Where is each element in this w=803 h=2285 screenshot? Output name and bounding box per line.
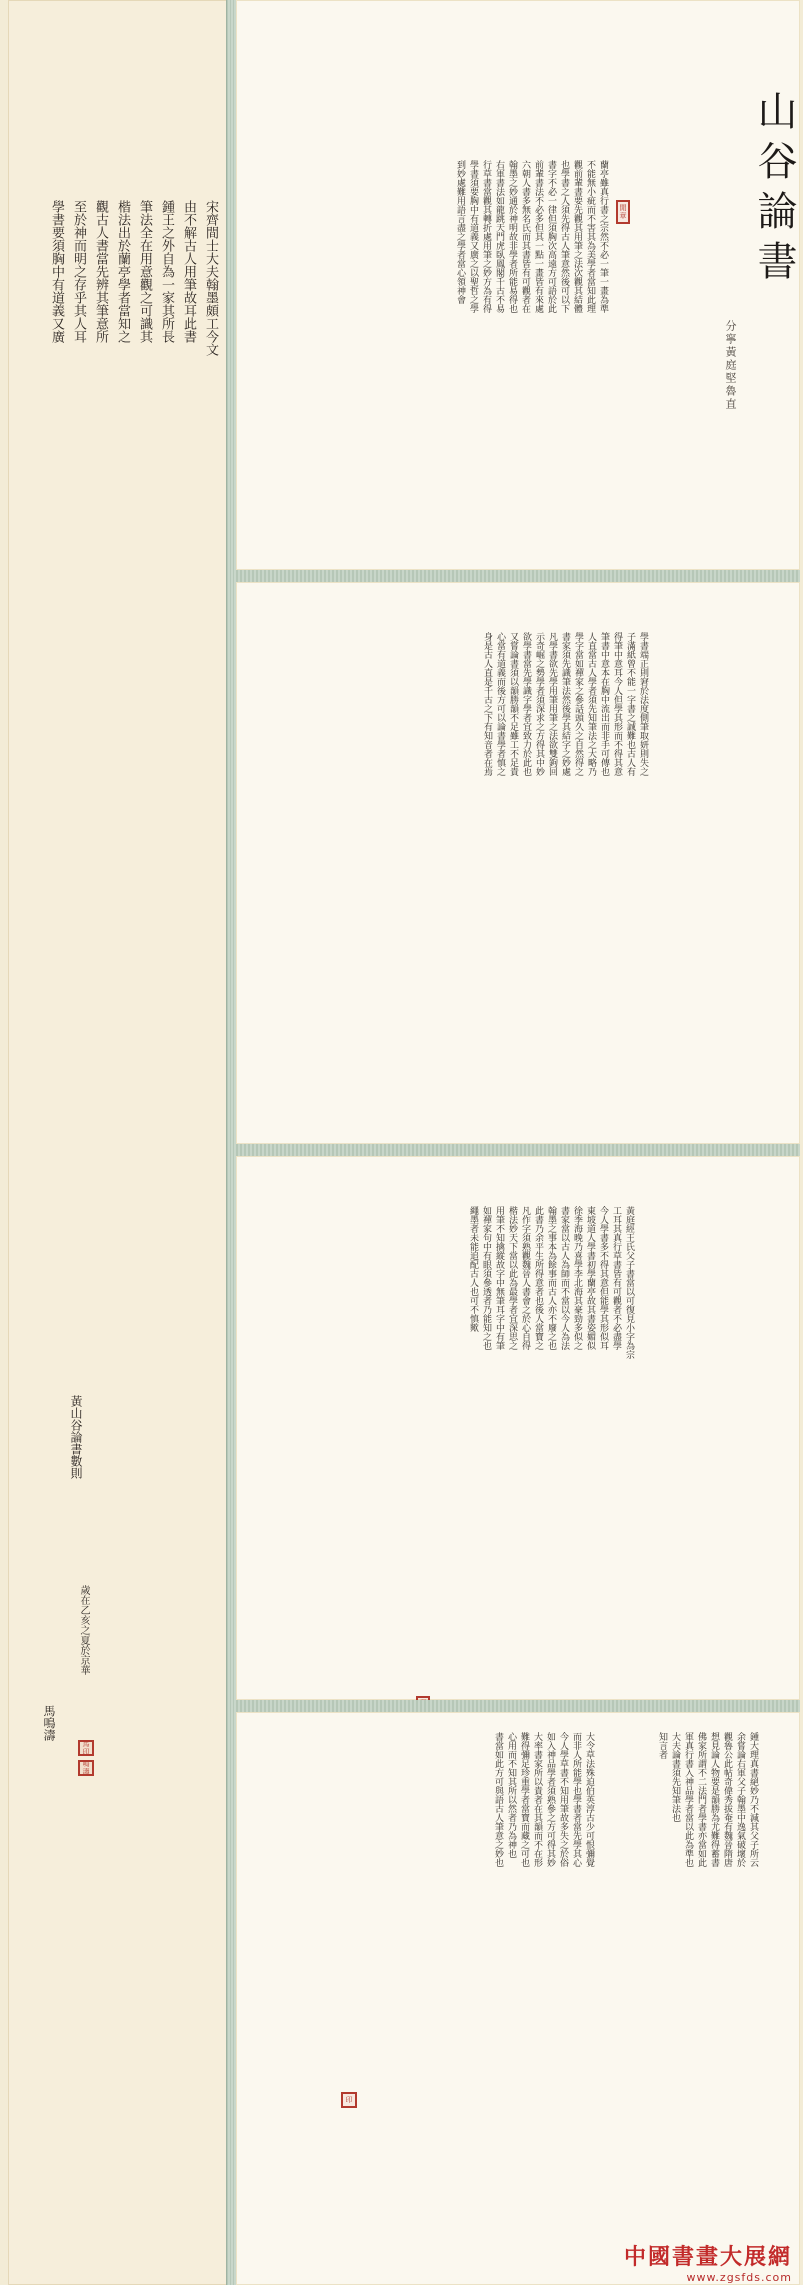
panel-1-text-column: 不能無小疵而不害其為美學者當知此理 xyxy=(585,160,595,313)
panel-1-text-column: 蘭亭雖真行書之宗然不必一筆一畫為準 xyxy=(598,160,608,313)
panel-1-text-column: 書字不必一律但須胸次高遠方可語於此 xyxy=(546,160,556,313)
panel-2-text-column: 書家須先識筆法然後學其結字之妙處 xyxy=(560,632,570,776)
panel-3 xyxy=(236,1156,800,1700)
watermark-main: 中國書畫大展網 xyxy=(623,2245,792,2270)
panel-4-text-column: 大率書家所以貴者在其韻而不在形 xyxy=(532,1732,542,1867)
panel-3-text-column: 凡作字須熟觀魏晉人書會之於心自得 xyxy=(520,1206,530,1350)
scroll-text-column: 鍾王之外自為一家其所長 xyxy=(159,200,174,343)
panel-4-text-column: 佛家所謂不二法門者學書亦當如此 xyxy=(696,1732,706,1867)
seal-title: 閒章 xyxy=(616,200,630,224)
panel-2-text-column: 人直當古人學者須先知筆法之大略乃 xyxy=(586,632,596,776)
panel-3-text-column: 今人學書多不得其意但能學其形似耳 xyxy=(598,1206,608,1350)
panel-4-text-column: 鍾大理真書絕妙乃不減其父子所云 xyxy=(748,1732,758,1867)
panel-4-text-column: 大令草法殊迫伯英淳古少可恨彌覺 xyxy=(584,1732,594,1867)
panel-1-text-column: 前輩書法不必多但其一點一畫皆有來處 xyxy=(533,160,543,313)
panel-4-text-column: 大夫論書須先知筆法也 xyxy=(670,1732,680,1822)
panel-4-text-column: 難得彌足珍重學者當寶而藏之可也 xyxy=(519,1732,529,1867)
seal-signature-1: 馬印 xyxy=(78,1740,94,1756)
panel-1-text-column: 觀前輩書要先觀其用筆之法次觀其結體 xyxy=(572,160,582,313)
panel-4-text-column: 如入神品學者須熟參之方可得其妙 xyxy=(545,1732,555,1867)
calligrapher-name: 馬鳴濤 xyxy=(42,1705,56,1741)
panel-2-text-column: 學字當如禪家之參話頭久之自然得之 xyxy=(573,632,583,776)
panel-3-text-column: 工耳其真行草書皆有可觀者不必盡學 xyxy=(611,1206,621,1350)
panel-2-text-column: 學書端正則窘於法度側筆取妍則失之 xyxy=(638,632,648,776)
panel-3-text-column: 東坡道人學書初學蘭亭故其書姿媚似 xyxy=(585,1206,595,1350)
panel-1 xyxy=(236,0,800,570)
panel-4-text-column: 觀魯公此帖奇偉秀拔奄有魏晉隋唐 xyxy=(722,1732,732,1867)
panel-4-text-column: 想見論人物要是韻勝為尤難得蓄書 xyxy=(709,1732,719,1867)
title: 山谷論書 xyxy=(751,90,797,290)
panel-2-text-column: 得筆中意耳今人但學其形而不得其意 xyxy=(612,632,622,776)
panel-2-text-column: 子滿紙曾不能一字書之誠難也古人有 xyxy=(625,632,635,776)
panel-4-text-column: 知言者 xyxy=(657,1732,667,1759)
panel-3-text-column: 楷法妙天下當以此為最學者宜深思之 xyxy=(507,1206,517,1350)
signature: 黃山谷論書數則 xyxy=(69,1395,83,1479)
panel-divider-3 xyxy=(236,1700,800,1712)
panel-1-text-column: 也學書之人須先得古人筆意然後可以下 xyxy=(559,160,569,313)
panel-4 xyxy=(236,1712,800,2285)
panel-3-text-column: 如禪家句中有眼須參透者乃能知之也 xyxy=(481,1206,491,1350)
scroll-text-column: 觀古人書當先辨其筆意所 xyxy=(93,200,108,343)
scroll-text-column: 至於神而明之存乎其人耳 xyxy=(71,200,86,343)
panel-3-text-column: 此書乃余平生所得意者也後人當寶之 xyxy=(533,1206,543,1350)
calligraphy-scroll xyxy=(8,0,230,2285)
watermark-url: www.zgsfds.com xyxy=(686,2271,792,2284)
panel-3-text-column: 用筆不知擒縱故字中無筆耳字中有筆 xyxy=(494,1206,504,1350)
subtitle: 分寧黃庭堅魯直 xyxy=(724,320,737,411)
panel-3-text-column: 徐季海晚乃喜學李北海其豪勁多似之 xyxy=(572,1206,582,1350)
panel-1-text-column: 學書須要胸中有道義又廣之以聖哲之學 xyxy=(468,160,478,313)
panel-3-text-column: 書家當以古人為師而不當以今人為法 xyxy=(559,1206,569,1350)
inscription: 歲在乙亥之夏於京華 xyxy=(78,1585,89,1675)
panel-4-text-column: 今人學草書不知用筆故多失之於俗 xyxy=(558,1732,568,1867)
panel-1-text-column: 右軍書法如龍跳天門虎臥鳳閣千古不易 xyxy=(494,160,504,313)
panel-4-text-column: 心用而不知其所以然者乃為神也 xyxy=(506,1732,516,1858)
panel-2-text-column: 欲學書當先學識字學者宜致力於此也 xyxy=(521,632,531,776)
seal-signature-2: 鳴濤 xyxy=(78,1760,94,1776)
panel-4-text-column: 軍真行書入神品學者當以此為準也 xyxy=(683,1732,693,1867)
panel-4-text-column: 書當如此方可與語古人筆意之妙也 xyxy=(493,1732,503,1867)
panel-1-text-column: 六朝人書多無名氏而其書皆有可觀者在 xyxy=(520,160,530,313)
panel-divider-2 xyxy=(236,1144,800,1156)
panel-3-text-column: 繩墨者未能追配古人也可不慎歟 xyxy=(468,1206,478,1332)
panel-2-text-column: 示奇崛之勢學者須深求之方得其中妙 xyxy=(534,632,544,776)
scroll-text-column: 楷法出於蘭亭學者當知之 xyxy=(115,200,130,343)
panel-1-text-column: 到妙處難用語言盡之學者當心領神會 xyxy=(455,160,465,304)
panel-2-text-column: 身是古人直是千古之下有知音者在焉 xyxy=(482,632,492,776)
panel-4-text-column: 而非人所能學也學書者當先學其心 xyxy=(571,1732,581,1867)
panel-3-text-column: 翰墨之事本為餘事而古人亦不廢之也 xyxy=(546,1206,556,1350)
panel-2-text-column: 心當有道義而後方可以論書學者慎之 xyxy=(495,632,505,776)
panel-2-text-column: 筆書中意本在胸中流出而非手可傳也 xyxy=(599,632,609,776)
scroll-text-column: 宋齊間士大夫翰墨頗工今文 xyxy=(203,200,218,356)
watermark xyxy=(612,2240,792,2284)
panel-2 xyxy=(236,582,800,1144)
panel-1-text-column: 翰墨之妙通於神明故非學者所能易得也 xyxy=(507,160,517,313)
scroll-text-column: 筆法全在用意觀之可識其 xyxy=(137,200,152,343)
panel-2-text-column: 又嘗論書須以韻勝韻不足雖工不足貴 xyxy=(508,632,518,776)
scroll-text-column: 學書要須胸中有道義又廣 xyxy=(49,200,64,343)
panel-4-text-column: 余嘗論右軍父子翰墨中逸氣破壞於 xyxy=(735,1732,745,1867)
scroll-text-column: 由不解古人用筆故耳此書 xyxy=(181,200,196,343)
panel-1-text-column: 行草書當觀其轉折處用筆之妙方為有得 xyxy=(481,160,491,313)
panel-2-text-column: 凡學書欲先學用筆用筆之法欲雙鉤回 xyxy=(547,632,557,776)
panel-3-text-column: 黃庭經王氏父子書當以可復見小字為宗 xyxy=(624,1206,634,1359)
seal-panel-4: 印 xyxy=(341,2092,357,2108)
panel-divider-1 xyxy=(236,570,800,582)
